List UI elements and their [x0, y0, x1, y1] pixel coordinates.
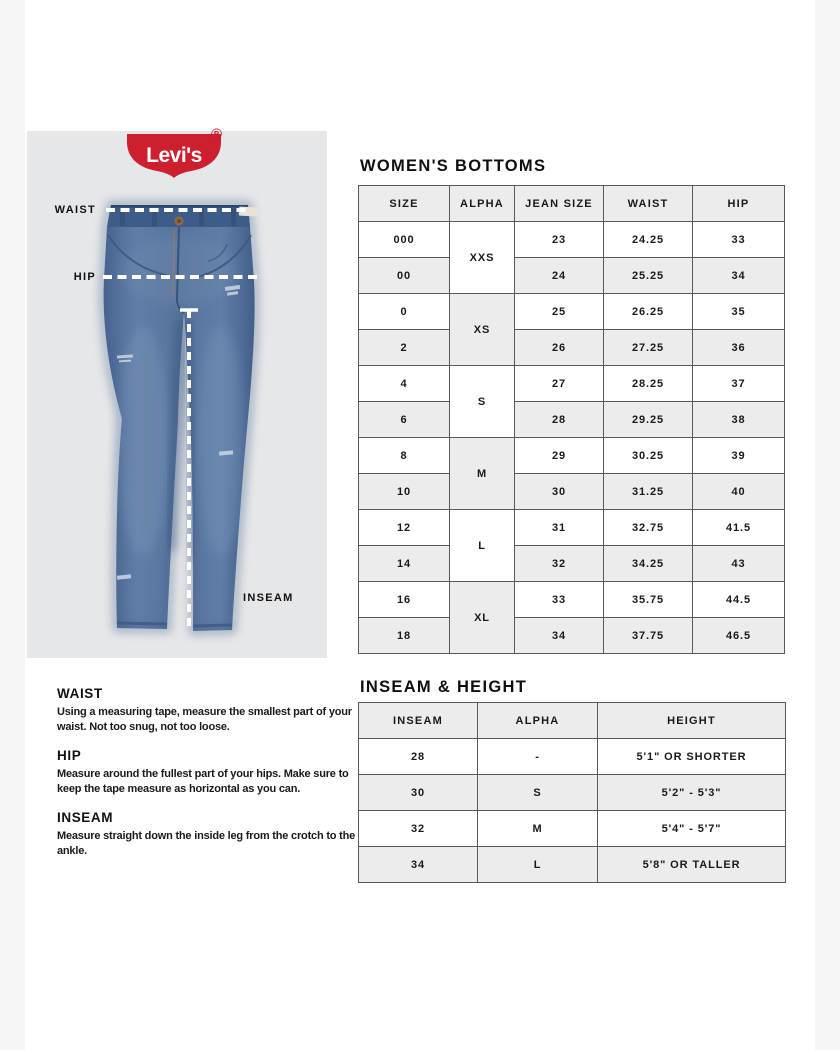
- column-header: HIP: [693, 186, 785, 222]
- inseam-header-row: [359, 703, 786, 739]
- inseam-table-title: INSEAM & HEIGHT: [360, 678, 528, 696]
- height-cell: 5'4" - 5'7": [598, 811, 786, 847]
- bottoms-table-row: [359, 258, 785, 294]
- inseam-height-table: [358, 702, 786, 883]
- size-guide-card: [25, 0, 815, 1050]
- hip-cell: 33: [693, 222, 785, 258]
- waist-cell: 34.25: [604, 546, 693, 582]
- column-header: SIZE: [359, 186, 450, 222]
- waist-cell: 26.25: [604, 294, 693, 330]
- size-cell: 8: [359, 438, 450, 474]
- bottoms-table-row: [359, 582, 785, 618]
- height-cell: 5'2" - 5'3": [598, 775, 786, 811]
- hip-instruction-heading: HIP: [57, 748, 82, 763]
- jean-size-cell: 24: [515, 258, 604, 294]
- inseam-table-row: [359, 775, 786, 811]
- size-cell: 10: [359, 474, 450, 510]
- bottoms-table-row: [359, 222, 785, 258]
- jean-size-cell: 34: [515, 618, 604, 654]
- size-cell: 16: [359, 582, 450, 618]
- inseam-instruction-heading: INSEAM: [57, 810, 114, 825]
- size-cell: 18: [359, 618, 450, 654]
- jean-size-cell: 27: [515, 366, 604, 402]
- hip-cell: 37: [693, 366, 785, 402]
- hip-cell: 35: [693, 294, 785, 330]
- waist-cell: 28.25: [604, 366, 693, 402]
- size-cell: 0: [359, 294, 450, 330]
- jean-size-cell: 32: [515, 546, 604, 582]
- bottoms-table-row: [359, 438, 785, 474]
- height-cell: 5'1" OR SHORTER: [598, 739, 786, 775]
- alpha-cell: M: [478, 811, 598, 847]
- hip-cell: 39: [693, 438, 785, 474]
- size-cell: 000: [359, 222, 450, 258]
- measurement-instructions: [57, 686, 359, 872]
- alpha-cell: XXS: [450, 222, 515, 294]
- waist-cell: 31.25: [604, 474, 693, 510]
- inseam-cell: 34: [359, 847, 478, 883]
- bottoms-table-row: [359, 618, 785, 654]
- bottoms-table-row: [359, 330, 785, 366]
- alpha-cell: L: [478, 847, 598, 883]
- inseam-diagram-label: INSEAM: [243, 592, 294, 604]
- jean-size-cell: 30: [515, 474, 604, 510]
- alpha-cell: M: [450, 438, 515, 510]
- inseam-table-row: [359, 739, 786, 775]
- waist-cell: 30.25: [604, 438, 693, 474]
- jean-size-cell: 23: [515, 222, 604, 258]
- hip-cell: 44.5: [693, 582, 785, 618]
- jean-size-cell: 25: [515, 294, 604, 330]
- size-cell: 00: [359, 258, 450, 294]
- inseam-instruction-body: Measure straight down the inside leg from the crotch to the ankle.: [57, 830, 356, 857]
- svg-text:Levi's: Levi's: [146, 144, 202, 167]
- hip-cell: 34: [693, 258, 785, 294]
- waist-cell: 35.75: [604, 582, 693, 618]
- size-cell: 4: [359, 366, 450, 402]
- waist-cell: 27.25: [604, 330, 693, 366]
- hip-cell: 38: [693, 402, 785, 438]
- waist-cell: 32.75: [604, 510, 693, 546]
- waist-cell: 25.25: [604, 258, 693, 294]
- registered-trademark-icon: ®: [211, 126, 223, 143]
- alpha-cell: S: [478, 775, 598, 811]
- bottoms-table-row: [359, 510, 785, 546]
- waist-instruction-heading: WAIST: [57, 686, 103, 701]
- jean-size-cell: 33: [515, 582, 604, 618]
- bottoms-table-row: [359, 402, 785, 438]
- bottoms-table-row: [359, 546, 785, 582]
- jean-size-cell: 29: [515, 438, 604, 474]
- inseam-cell: 30: [359, 775, 478, 811]
- inseam-table-row: [359, 847, 786, 883]
- alpha-cell: XS: [450, 294, 515, 366]
- waist-cell: 29.25: [604, 402, 693, 438]
- column-header: ALPHA: [478, 703, 598, 739]
- jean-size-cell: 26: [515, 330, 604, 366]
- column-header: WAIST: [604, 186, 693, 222]
- column-header: ALPHA: [450, 186, 515, 222]
- jean-size-cell: 31: [515, 510, 604, 546]
- inseam-cell: 32: [359, 811, 478, 847]
- bottoms-table-body: [359, 222, 785, 654]
- column-header: INSEAM: [359, 703, 478, 739]
- hip-cell: 40: [693, 474, 785, 510]
- bottoms-table-row: [359, 366, 785, 402]
- column-header: JEAN SIZE: [515, 186, 604, 222]
- womens-bottoms-table: [358, 185, 785, 654]
- waist-cell: 37.75: [604, 618, 693, 654]
- hip-cell: 43: [693, 546, 785, 582]
- hip-diagram-label: HIP: [73, 271, 96, 283]
- bottoms-header-row: [359, 186, 785, 222]
- alpha-cell: -: [478, 739, 598, 775]
- bottoms-table-title: WOMEN'S BOTTOMS: [360, 157, 547, 175]
- hip-cell: 46.5: [693, 618, 785, 654]
- alpha-cell: L: [450, 510, 515, 582]
- jean-size-cell: 28: [515, 402, 604, 438]
- bottoms-table-row: [359, 474, 785, 510]
- inseam-cell: 28: [359, 739, 478, 775]
- alpha-cell: S: [450, 366, 515, 438]
- column-header: HEIGHT: [598, 703, 786, 739]
- hip-instruction-body: Measure around the fullest part of your hips. Make sure to keep the tape measure as horizontal as you can.: [57, 768, 349, 795]
- bottoms-table-row: [359, 294, 785, 330]
- waist-instruction-body: Using a measuring tape, measure the smallest part of your waist. Not too snug, not too loose.: [57, 706, 352, 733]
- size-cell: 2: [359, 330, 450, 366]
- jeans-diagram-panel: [27, 126, 327, 658]
- hip-cell: 36: [693, 330, 785, 366]
- size-cell: 12: [359, 510, 450, 546]
- size-cell: 6: [359, 402, 450, 438]
- inseam-table-row: [359, 811, 786, 847]
- waist-diagram-label: WAIST: [54, 204, 96, 216]
- hip-cell: 41.5: [693, 510, 785, 546]
- inseam-table-body: [359, 739, 786, 883]
- height-cell: 5'8" OR TALLER: [598, 847, 786, 883]
- alpha-cell: XL: [450, 582, 515, 654]
- size-cell: 14: [359, 546, 450, 582]
- waist-cell: 24.25: [604, 222, 693, 258]
